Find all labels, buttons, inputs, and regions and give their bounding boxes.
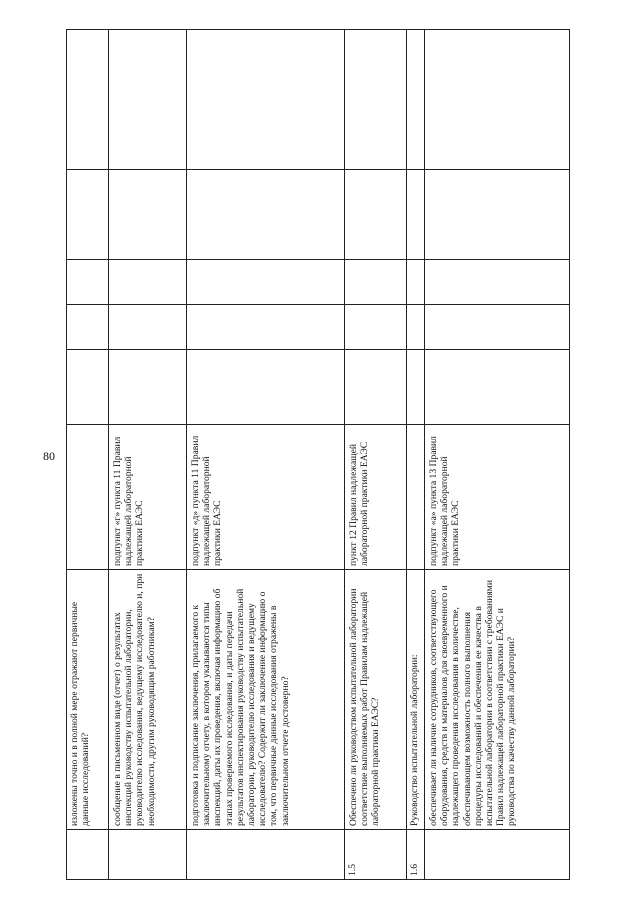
empty-cell (67, 170, 109, 260)
empty-cell (109, 305, 187, 350)
table-row (425, 30, 570, 880)
empty-cell (407, 170, 425, 260)
row-number: 1.5 (345, 830, 407, 880)
empty-cell (67, 30, 109, 170)
empty-cell (109, 170, 187, 260)
empty-cell (345, 170, 407, 260)
question-cell: сообщение в письменном виде (отчет) о результатах инспекций руководству испытательной лаборатории, руководителю исследования, ведущему исследователю и, при необходимости, другим руководящим работникам? (109, 570, 187, 830)
empty-cell (407, 260, 425, 305)
question-cell: Руководство испытательной лаборатории: (407, 570, 425, 830)
empty-cell (187, 350, 345, 425)
reference-cell (407, 425, 425, 570)
question-cell: Обеспечено ли руководством испытательной лаборатории соответствие выполняемых работ Правилам надлежащей лабораторной практики ЕАЭС? (345, 570, 407, 830)
question-cell: обеспечивает ли наличие сотрудников, соответствующего оборудования, средств и материалов для своевременного и надлежащего проведения исследования в количестве, обеспечивающем возможность полного выполнения процедуры исследований и обеспечения ее качества в испытательной лаборатории в соответствии с требованиями Правил надлежащей лабораторной практики ЕАЭС и руководства по качеству данной лаборатории? (425, 570, 570, 830)
empty-cell (187, 30, 345, 170)
empty-cell (425, 30, 570, 170)
empty-cell (187, 260, 345, 305)
empty-cell (187, 305, 345, 350)
rotated-table-container (66, 30, 636, 880)
row-number (109, 830, 187, 880)
row-number (187, 830, 345, 880)
empty-cell (407, 350, 425, 425)
table-row (407, 30, 425, 880)
empty-cell (67, 305, 109, 350)
empty-cell (345, 30, 407, 170)
row-number: 1.6 (407, 830, 425, 880)
reference-cell: пункт 12 Правил надлежащей лабораторной практики ЕАЭС (345, 425, 407, 570)
table-row (109, 30, 187, 880)
empty-cell (425, 260, 570, 305)
row-number (67, 830, 109, 880)
empty-cell (67, 350, 109, 425)
empty-cell (425, 170, 570, 260)
empty-cell (187, 170, 345, 260)
table-row (67, 30, 109, 880)
reference-cell: подпункт «г» пункта 11 Правил надлежащей лабораторной практики ЕАЭС (109, 425, 187, 570)
reference-cell: подпункт «д» пункта 11 Правил надлежащей лабораторной практики ЕАЭС (187, 425, 345, 570)
question-cell: подготовка и подписание заключения, прилагаемого к заключительному отчету, в котором указываются типы инспекций, даты их проведения, включая информацию об этапах проверяемого исследования, и даты передачи результатов инспектирования руководству испытательной лаборатории, руководителю исследования и ведущему исследователю? Содержит ли заключение информацию о том, что первичные данные исследования отражены в заключительном отчете достоверно? (187, 570, 345, 830)
empty-cell (407, 305, 425, 350)
question-cell: изложены точно и в полной мере отражают первичные данные исследований? (67, 570, 109, 830)
row-number (425, 830, 570, 880)
empty-cell (407, 30, 425, 170)
empty-cell (67, 260, 109, 305)
empty-cell (345, 260, 407, 305)
page-number: 80 (43, 449, 55, 463)
empty-cell (345, 305, 407, 350)
table-row (187, 30, 345, 880)
reference-cell (67, 425, 109, 570)
empty-cell (425, 350, 570, 425)
table-row (345, 30, 407, 880)
checklist-table (66, 29, 570, 880)
reference-cell: подпункт «а» пункта 13 Правил надлежащей лабораторной практики ЕАЭС (425, 425, 570, 570)
empty-cell (109, 260, 187, 305)
empty-cell (345, 350, 407, 425)
empty-cell (425, 305, 570, 350)
empty-cell (109, 30, 187, 170)
empty-cell (109, 350, 187, 425)
